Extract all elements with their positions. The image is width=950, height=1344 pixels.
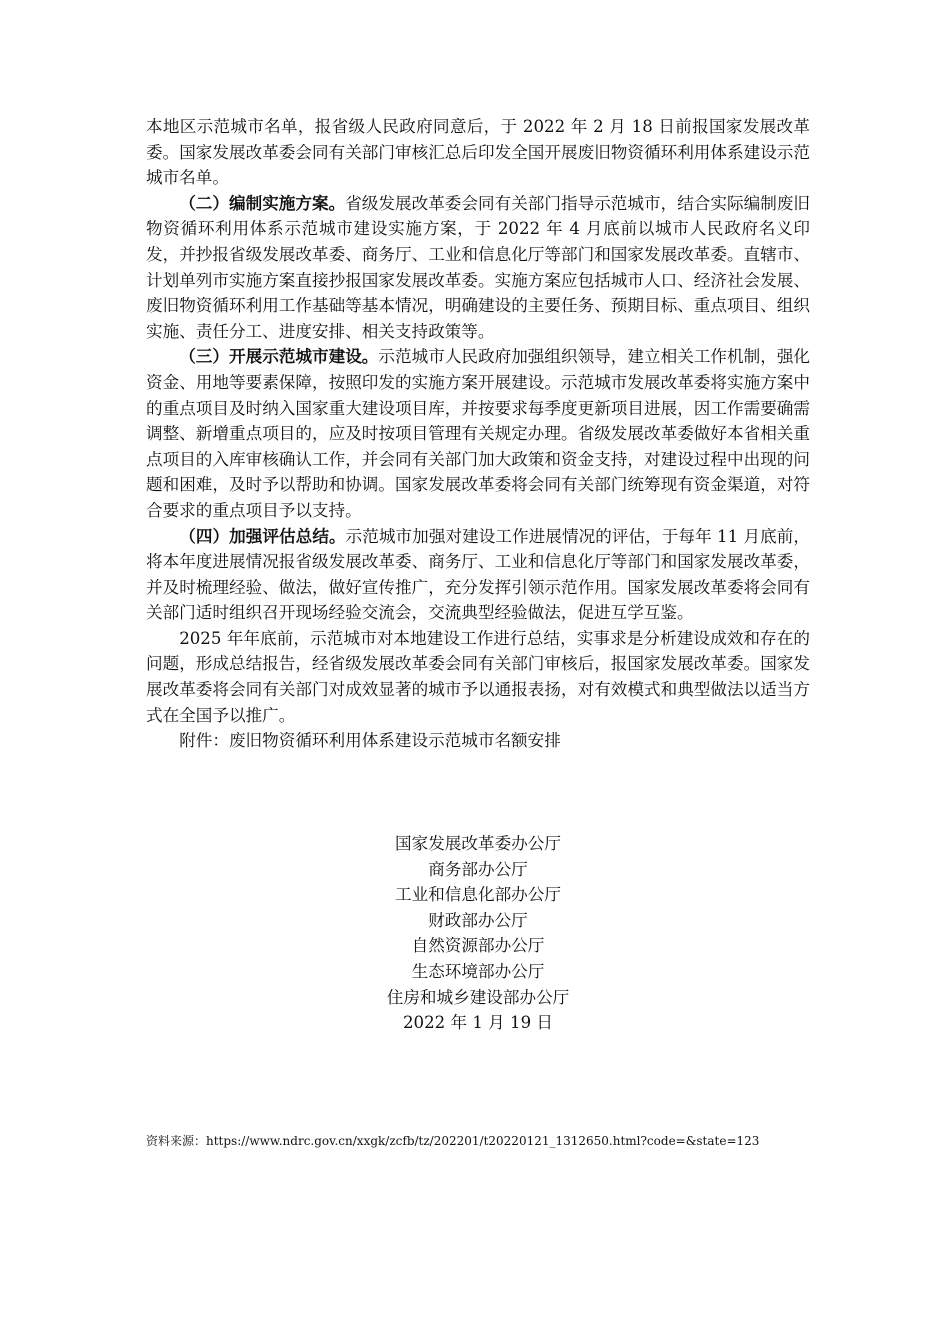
paragraph-implementation-plan	[146, 191, 810, 345]
signature-block	[146, 831, 810, 1036]
section-body-3: 示范城市人民政府加强组织领导，建立相关工作机制，强化资金、用地等要素保障，按照印发的实施方案开展建设。示范城市发展改革委将实施方案中的重点项目及时纳入国家重大建设项目库，并按要求每季度更新项目进展，因工作需要确需调整、新增重点项目的，应及时按项目管理有关规定办理。省级发展改革委做好本省相关重点项目的入库审核确认工作，并会同有关部门加大政策和资金支持，对建设过程中出现的问题和困难，及时予以帮助和协调。国家发展改革委将会同有关部门统筹现有资金渠道，对符合要求的重点项目予以支持。	[146, 347, 811, 520]
attachment-line: 附件：废旧物资循环利用体系建设示范城市名额安排	[179, 731, 561, 751]
document-body	[146, 114, 810, 754]
paragraph-city-construction	[146, 344, 810, 523]
signatory: 国家发展改革委办公厅	[395, 834, 561, 853]
section-heading-3: （三）开展示范城市建设。	[179, 346, 379, 367]
paragraph-summary-2025: 2025 年年底前，示范城市对本地建设工作进行总结，实事求是分析建设成效和存在的问题，形成总结报告，经省级发展改革委会同有关部门审核后，报国家发展改革委。国家发展改革委将会同有关部门对成效显著的城市予以通报表扬，对有效模式和典型做法以适当方式在全国予以推广。	[146, 628, 810, 725]
signatory: 财政部办公厅	[428, 910, 528, 930]
section-heading-2: （二）编制实施方案。	[179, 192, 346, 213]
source-footnote: 资料来源：https://www.ndrc.gov.cn/xxgk/zcfb/tz/202201/t20220121_1312650.html?code=&state=123	[146, 1134, 760, 1148]
signatory: 商务部办公厅	[428, 859, 528, 879]
section-body-4: 示范城市加强对建设工作进展情况的评估，于每年 11 月底前，将本年度进展情况报省级发展改革委、商务厅、工业和信息化厅等部门和国家发展改革委，并及时梳理经验、做法，做好宣传推广，充分发挥引领示范作用。国家发展改革委将会同有关部门适时组织召开现场经验交流会，交流典型经验做法，促进互学互鉴。	[146, 526, 810, 623]
paragraph-evaluation	[146, 524, 810, 626]
section-heading-4: （四）加强评估总结。	[179, 525, 346, 546]
signatory: 生态环境部办公厅	[411, 961, 545, 981]
paragraph-continuation: 本地区示范城市名单，报省级人民政府同意后，于 2022 年 2 月 18 日前报国家发展改革委。国家发展改革委会同有关部门审核汇总后印发全国开展废旧物资循环利用体系建设示范城市名单。	[146, 117, 810, 188]
issue-date: 2022 年 1 月 19 日	[402, 1013, 554, 1033]
signatory: 自然资源部办公厅	[411, 936, 545, 956]
signatory: 工业和信息化部办公厅	[395, 885, 561, 905]
section-body-2: 省级发展改革委会同有关部门指导示范城市，结合实际编制废旧物资循环利用体系示范城市建设实施方案，于 2022 年 4 月底前以城市人民政府名义印发，并抄报省级发展改革委、商务厅、工业和信息化厅等部门和国家发展改革委。直辖市、计划单列市实施方案直接抄报国家发展改革委。实施方案应包括城市人口、经济社会发展、废旧物资循环利用工作基础等基本情况，明确建设的主要任务、预期目标、重点项目、组织实施、责任分工、进度安排、相关支持政策等。	[146, 193, 811, 341]
signatory: 住房和城乡建设部办公厅	[386, 987, 570, 1007]
